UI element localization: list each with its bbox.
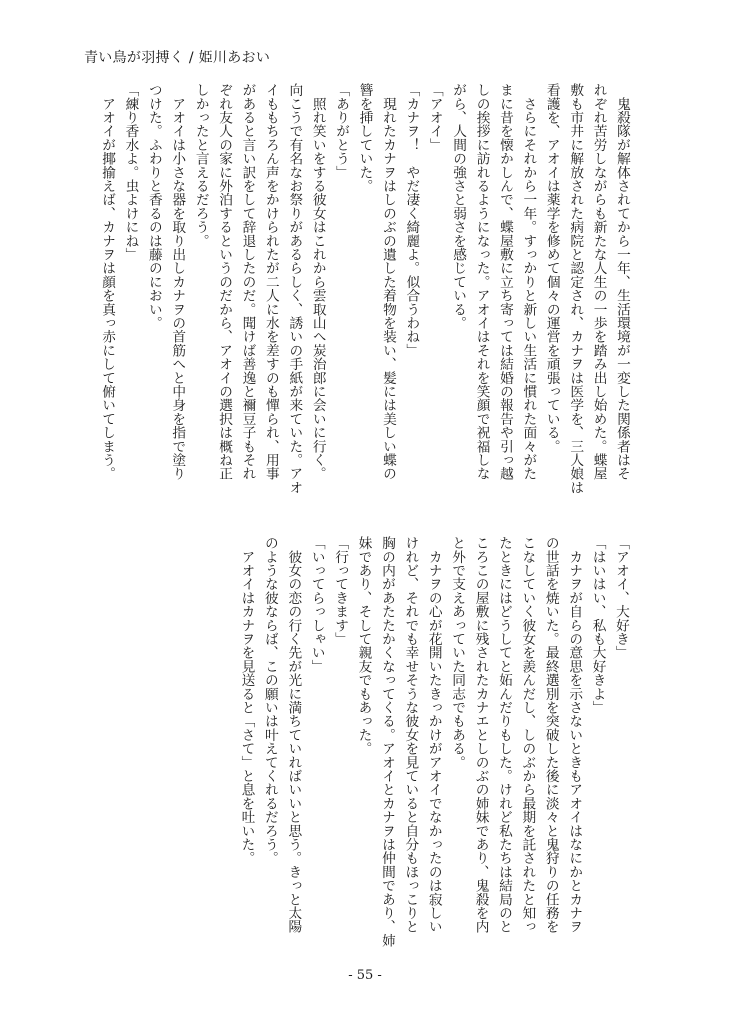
text-column: 「練り香水よ。虫よけにね」 <box>122 83 139 262</box>
text-column: 彼女の恋の行く先が光に満ちていればいいと思う。きっと太陽 <box>285 536 302 934</box>
text-column: たときにはどうしてと妬んだりもした。けれど私たちは結局のと <box>495 536 512 934</box>
text-column: 向こうで有名なお祭りがあるらしく、誘いの手紙が来ていた。アオ <box>286 83 303 494</box>
text-column: けれど、それでも幸せそうな彼女を見ていると自分もほっこりと <box>402 536 419 934</box>
upper-text-block <box>95 83 633 513</box>
text-column: のような彼ならば、この願いは叶えてくれるだろう。 <box>261 536 278 865</box>
text-column: れぞれ苦労しながらも新たな人生の一歩を踏み出し始めた。蝶屋 <box>590 83 607 481</box>
text-column: 現れたカナヲはしのぶの遺した着物を装い、髪には美しい蝶の <box>379 83 396 481</box>
text-column: 「カナヲ！ やだ凄く綺麗よ。似合うわね」 <box>403 83 420 357</box>
text-column: ころこの屋敷に残されたカナエとしのぶの姉妹であり、鬼殺を内 <box>472 536 489 934</box>
text-column: 簪を挿していた。 <box>356 83 373 193</box>
text-column: 敷も市井に解放された病院と認定され、カナヲは医学を、三人娘は <box>567 83 584 494</box>
text-column: カナヲの心が花開いたきっかけがアオイでなかったのは寂しい <box>425 536 442 934</box>
text-column: 「はいはい、私も大好きよ」 <box>589 536 606 715</box>
text-column: カナヲが自らの意思を示さないときもアオイはなにかとカナヲ <box>566 536 583 934</box>
text-column: 「アオイ」 <box>426 83 443 152</box>
text-column: の世話を焼いた。最終選別を突破した後に淡々と鬼狩りの任務を <box>542 536 559 934</box>
text-column: つけた。ふわりと香るのは藤のにおい。 <box>145 83 162 330</box>
text-column: アオイは小さな器を取り出しカナヲの首筋へと中身を指で塗り <box>169 83 186 481</box>
text-column: イももちろん声をかけられたが二人に水を差すのも憚られ、用事 <box>262 83 279 481</box>
lower-text-block <box>234 536 632 966</box>
text-column: ぞれ友人の家に外泊するというのだから、アオイの選択は概ね正 <box>216 83 233 481</box>
text-column: があると言い訳をして辞退したのだ。聞けば善逸と禰豆子もそれ <box>239 83 256 481</box>
text-column: まに昔を懐かしんで、蝶屋敷に立ち寄っては結婚の報告や引っ越 <box>496 83 513 481</box>
page-number: - 55 - <box>348 968 382 983</box>
text-column: 妹であり、そして親友でもあった。 <box>355 536 372 756</box>
text-column: がら、人間の強さと弱さを感じている。 <box>450 83 467 330</box>
text-column: アオイが揶揄えば、カナヲは顔を真っ赤にして俯いてしまう。 <box>99 83 116 481</box>
text-column: 「いってらっしゃい」 <box>308 536 325 673</box>
text-column: 「ありがとう」 <box>333 83 350 179</box>
text-column: と外で支えあっていた同志でもある。 <box>449 536 466 769</box>
text-column: アオイはカナヲを見送ると「さて」と息を吐いた。 <box>238 536 255 865</box>
text-column: 照れ笑いをする彼女はこれから雲取山へ炭治郎に会いに行く。 <box>309 83 326 481</box>
text-column: さらにそれから一年。すっかりと新しい生活に慣れた面々がた <box>520 83 537 481</box>
text-column: 「アオイ、大好き」 <box>613 536 629 660</box>
text-column: こなしていく彼女を羨んだし、しのぶから最期を託されたと知っ <box>519 536 536 934</box>
text-column: 看護を、アオイは薬学を修めて個々の運営を頑張っている。 <box>543 83 560 453</box>
text-column: 「行ってきます」 <box>332 536 349 646</box>
text-column: 胸の内があたたかくなってくる。アオイとカナヲは仲間であり、姉 <box>378 536 395 947</box>
running-header: 青い鳥が羽搏く / 姫川あおい <box>84 50 271 66</box>
text-column: 鬼殺隊が解体されてから一年、生活環境が一変した関係者はそ <box>614 83 630 481</box>
text-column: しかったと言えるだろう。 <box>192 83 209 248</box>
text-column: しの挨拶に訪れるようになった。アオイはそれを笑顔で祝福しな <box>473 83 490 481</box>
